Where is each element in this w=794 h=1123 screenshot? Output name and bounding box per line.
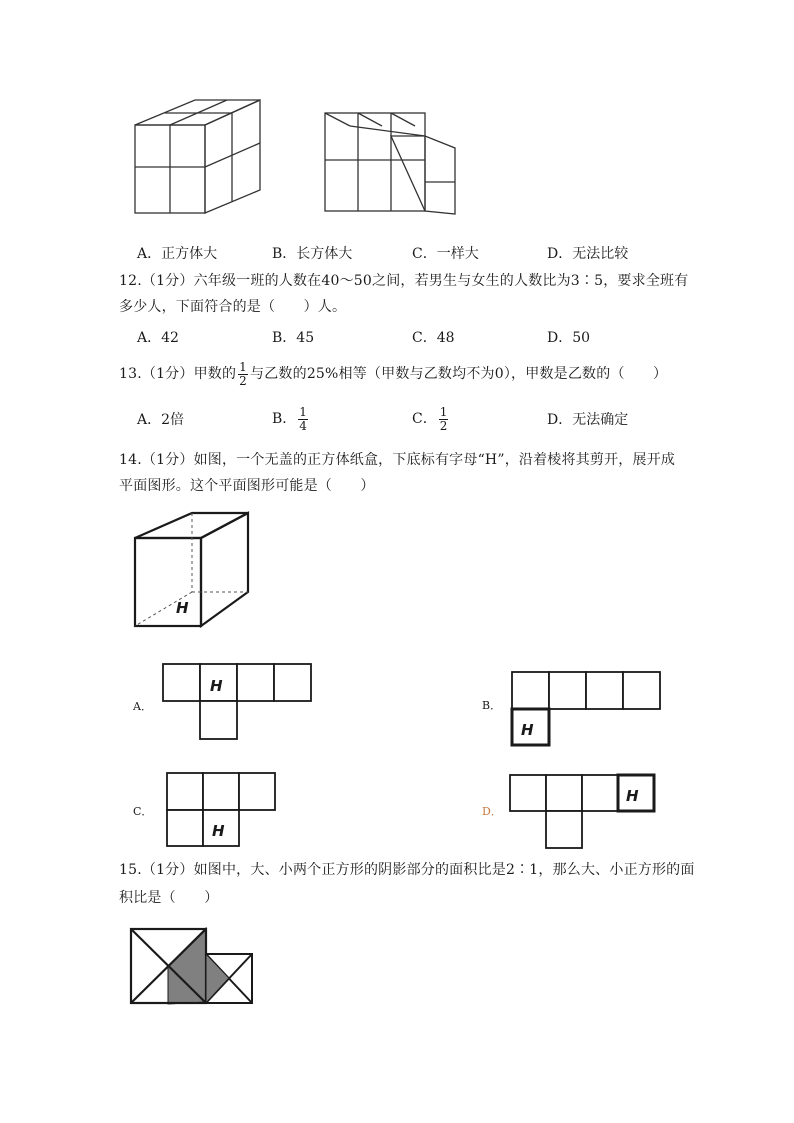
- q13-prefix: 13.（1分）甲数的: [119, 366, 237, 382]
- q14-net-d-label: D．: [482, 805, 502, 818]
- q11-figure-cuboid: [322, 108, 462, 218]
- q14-net-b-letter: H: [521, 721, 534, 739]
- q13-option-c-num: 1: [439, 404, 448, 419]
- q12-option-b[interactable]: B．45: [272, 330, 315, 346]
- q11-option-d[interactable]: D．无法比较: [547, 246, 629, 262]
- q15-text-line1: 15.（1分）如图中，大、小两个正方形的阴影部分的面积比是2∶1，那么大、小正方形的面: [119, 862, 695, 878]
- q14-net-c[interactable]: [165, 771, 280, 849]
- q13-option-a[interactable]: A．2倍: [137, 412, 185, 428]
- q11-option-a[interactable]: A．正方体大: [137, 246, 218, 262]
- q14-open-cube-figure: [130, 510, 255, 630]
- q14-net-b-label: B．: [482, 699, 502, 712]
- q12-option-a[interactable]: A．42: [137, 330, 179, 346]
- q13-suffix: 与乙数的25%相等（甲数与乙数均不为0），甲数是乙数的（ ）: [250, 366, 668, 382]
- q13-option-c-label: C．: [412, 411, 437, 427]
- q13-option-c-frac: [439, 406, 449, 433]
- q14-net-a-label: A．: [133, 700, 152, 713]
- q11-option-c[interactable]: C．一样大: [412, 246, 479, 262]
- q15-squares-figure: [128, 926, 258, 1008]
- q14-net-d-letter: H: [626, 787, 639, 805]
- q12-text-line2: 多少人，下面符合的是（ ）人。: [119, 299, 347, 315]
- q12-option-d[interactable]: D．50: [547, 330, 591, 346]
- q15-text-line2: 积比是（ ）: [119, 890, 219, 906]
- q13-option-c-den: 2: [439, 418, 448, 433]
- q14-cube-letter: H: [176, 599, 189, 617]
- q11-option-b[interactable]: B．长方体大: [272, 246, 353, 262]
- q14-text-line1: 14.（1分）如图，一个无盖的正方体纸盒，下底标有字母“H”，沿着棱将其剪开，展开成: [119, 452, 676, 468]
- q14-net-a[interactable]: [162, 663, 314, 743]
- q12-text-line1: 12.（1分）六年级一班的人数在40～50之间，若男生与女生的人数比为3∶5，要求全班有: [119, 273, 689, 289]
- q11-figure-cube: [130, 95, 270, 220]
- q13-option-d[interactable]: D．无法确定: [547, 412, 629, 428]
- q14-text-line2: 平面图形。这个平面图形可能是（ ）: [119, 478, 375, 494]
- q14-net-d[interactable]: [508, 773, 658, 851]
- q13-text: [119, 360, 667, 388]
- q14-net-b[interactable]: [510, 670, 665, 748]
- q13-option-b-frac: [298, 406, 308, 433]
- q13-option-b-den: 4: [299, 418, 307, 433]
- q12-option-c[interactable]: C．48: [412, 330, 455, 346]
- q13-frac-num: 1: [239, 359, 248, 374]
- q13-fraction: [238, 361, 248, 388]
- q13-option-b-label: B．: [272, 411, 297, 427]
- q13-option-c[interactable]: [412, 402, 450, 436]
- q14-net-c-letter: H: [212, 822, 225, 840]
- q13-option-b[interactable]: [272, 402, 310, 436]
- q14-net-c-label: C．: [133, 805, 153, 818]
- q13-option-b-num: 1: [299, 404, 307, 419]
- q14-net-a-letter: H: [210, 677, 223, 695]
- q13-frac-den: 2: [239, 373, 248, 388]
